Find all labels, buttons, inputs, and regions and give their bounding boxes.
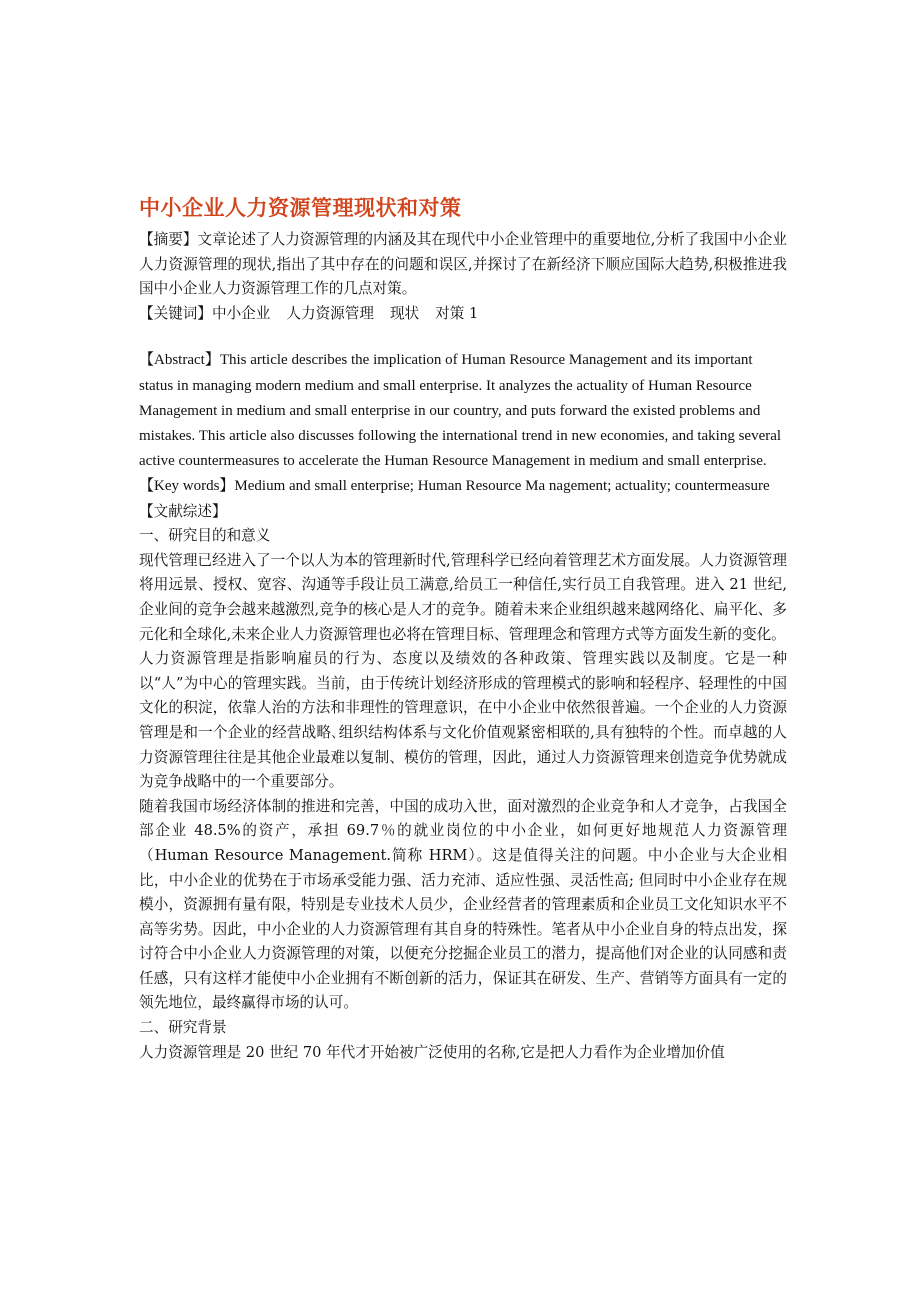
abstract-cn: 【摘要】文章论述了人力资源管理的内涵及其在现代中小企业管理中的重要地位,分析了我国中小企业人力资源管理的现状,指出了其中存在的问题和误区,并探讨了在新经济下顺应国际大趋势,积极推进我国中小企业人力资源管理工作的几点对策。 (139, 231, 787, 298)
body-paragraph: 现代管理已经进入了一个以人为本的管理新时代,管理科学已经向着管理艺术方面发展。人力资源管理将用远景、授权、宽容、沟通等手段让员工满意,给员工一种信任,实行员工自我管理。进入 21 世纪,企业间的竞争会越来越激烈,竞争的核心是人才的竞争。随着未来企业组织越来越网络化、扁平化、多元化和全球化,未来企业人力资源管理也必将在管理目标、管理理念和管理方式等方面发生新的变化。 (139, 551, 787, 643)
document-title: 中小企业人力资源管理现状和对策 (139, 196, 462, 220)
body-paragraph: 人力资源管理是 20 世纪 70 年代才开始被广泛使用的名称,它是把人力看作为企业增加价值 (139, 1043, 725, 1061)
document-page (139, 190, 787, 1065)
keyword-item: 对策 1 (435, 304, 479, 322)
keyword-item: 现状 (389, 304, 420, 322)
section-heading: 一、研究目的和意义 (139, 527, 271, 545)
abstract-en: 【Abstract】This article describes the implication of Human Resource Management and its important status in managing modern medium and small enterprise. It analyzes the actuality of Human Resource Management in medium and small enterprise in our country, and puts forward the existed problems and mistakes. This article also discusses following the international trend in new economies, and taking several active countermeasures to accelerate the Human Resource Management in medium and small enterprise. (139, 352, 782, 470)
literature-review-heading: 【文献综述】 (139, 502, 227, 520)
keywords-cn-label: 【关键词】 (139, 304, 212, 322)
keywords-en: 【Key words】Medium and small enterprise; Human Resource Ma nagement; actuality; countermeasure (139, 478, 770, 495)
keyword-item: 中小企业 (211, 304, 271, 322)
body-paragraph: 随着我国市场经济体制的推进和完善，中国的成功入世，面对激烈的企业竞争和人才竞争，占我国全部企业 48.5%的资产，承担 69.7％的就业岗位的中小企业，如何更好地规范人力资源管理（Human Resource Management.简称 HRM）。这是值得关注的问题。中小企业与大企业相比，中小企业的优势在于市场承受能力强、活力充沛、适应性强、灵活性高; 但同时中小企业存在规模小，资源拥有量有限，特别是专业技术人员少，企业经营者的管理素质和企业员工文化知识水平不高等劣势。因此，中小企业的人力资源管理有其自身的特殊性。笔者从中小企业自身的特点出发，探讨符合中小企业人力资源管理的对策，以便充分挖掘企业员工的潜力，提高他们对企业的认同感和责任感，只有这样才能使中小企业拥有不断创新的活力，保证其在研发、生产、营销等方面具有一定的领先地位，最终赢得市场的认可。 (139, 797, 787, 1012)
body-paragraph: 人力资源管理是指影响雇员的行为、态度以及绩效的各种政策、管理实践以及制度。它是一种以“人”为中心的管理实践。当前，由于传统计划经济形成的管理模式的影响和轻程序、轻理性的中国文化的积淀，依靠人治的方法和非理性的管理意识，在中小企业中依然很普遍。一个企业的人力资源管理是和一个企业的经营战略､组织结构体系与文化价值观紧密相联的,具有独特的个性。而卓越的人力资源管理往往是其他企业最难以复制、模仿的管理，因此，通过人力资源管理来创造竞争优势就成为竞争战略中的一个重要部分。 (139, 650, 787, 791)
section-heading: 二、研究背景 (139, 1019, 227, 1037)
spacer (139, 326, 787, 348)
keyword-item: 人力资源管理 (286, 304, 374, 322)
keywords-cn (139, 302, 787, 327)
